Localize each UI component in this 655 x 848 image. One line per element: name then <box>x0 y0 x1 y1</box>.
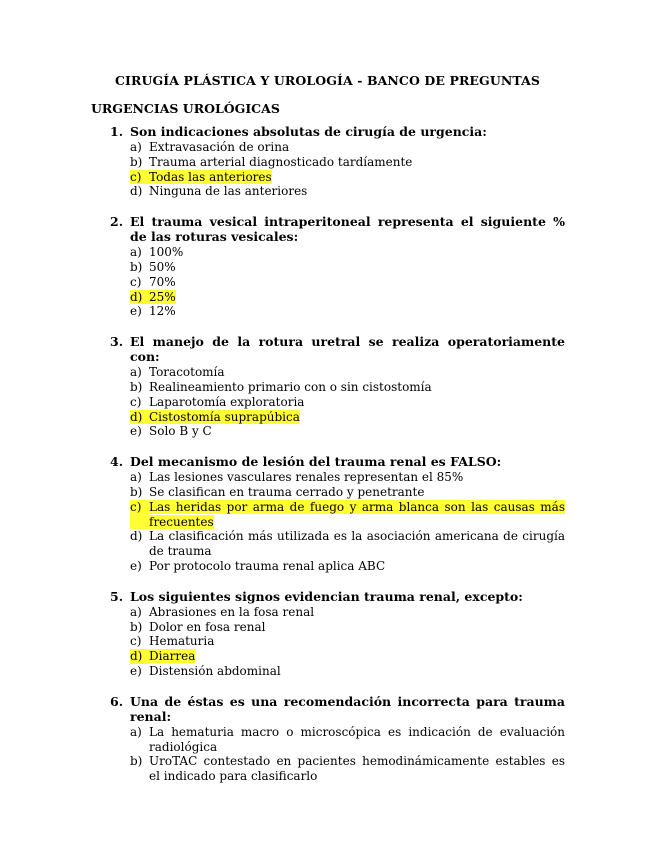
question-item <box>110 124 565 199</box>
answer-option <box>130 140 565 155</box>
option-text-content: La hematuria macro o microscópica es indicación de evaluación radiológica <box>149 724 565 754</box>
question-heading <box>110 334 565 364</box>
option-text <box>149 410 565 425</box>
answer-option <box>130 559 565 574</box>
option-text <box>149 290 565 305</box>
option-text-content: Las lesiones vasculares renales representan el 85% <box>149 470 464 485</box>
option-text <box>149 245 565 260</box>
option-text-content: Dolor en fosa renal <box>149 619 266 634</box>
answer-option <box>130 245 565 260</box>
option-list <box>130 365 565 439</box>
option-letter: a) <box>130 604 142 619</box>
answer-option-highlighted <box>130 500 565 530</box>
option-letter: d) <box>130 290 149 305</box>
option-text-content: Distensión abdominal <box>149 663 281 678</box>
option-letter: c) <box>130 394 142 409</box>
question-number: 1. <box>110 124 124 139</box>
answer-option <box>130 605 565 620</box>
question-item <box>110 214 565 319</box>
answer-option <box>130 155 565 170</box>
answer-option <box>130 380 565 395</box>
option-text-content: Hematuria <box>149 634 215 649</box>
question-item <box>110 589 565 679</box>
answer-option-highlighted <box>130 410 565 425</box>
option-text <box>149 260 565 275</box>
option-text <box>149 170 565 185</box>
answer-option <box>130 634 565 649</box>
document-title: CIRUGÍA PLÁSTICA Y UROLOGÍA - BANCO DE PREGUNTAS <box>114 73 541 88</box>
option-text-content: Realineamiento primario con o sin cistostomía <box>149 379 432 394</box>
answer-option <box>130 184 565 199</box>
answer-option-highlighted <box>130 290 565 305</box>
option-letter: e) <box>130 424 142 439</box>
section-heading: URGENCIAS UROLÓGICAS <box>91 101 280 116</box>
answer-option <box>130 620 565 635</box>
option-text-content: 25% <box>149 289 176 304</box>
option-letter: d) <box>130 529 143 544</box>
option-text-content: Se clasifican en trauma cerrado y penetrante <box>149 484 425 499</box>
question-number: 2. <box>110 214 124 230</box>
option-text <box>149 485 565 500</box>
option-text <box>149 365 565 380</box>
option-text-content: 70% <box>149 274 176 289</box>
option-letter: b) <box>130 379 143 394</box>
answer-option <box>130 424 565 439</box>
answer-option <box>130 529 565 559</box>
question-heading <box>110 454 565 469</box>
option-text <box>149 470 565 485</box>
option-letter: b) <box>130 619 143 634</box>
option-list <box>130 245 565 319</box>
option-text <box>149 395 565 410</box>
option-text-content: La clasificación más utilizada es la asociación americana de cirugía de trauma <box>149 529 565 559</box>
option-text-content: Extravasación de orina <box>149 140 290 154</box>
answer-option <box>130 725 565 755</box>
option-text <box>149 304 565 319</box>
option-text <box>149 500 565 530</box>
option-text <box>149 620 565 635</box>
option-text-content: Solo B y C <box>149 424 212 439</box>
option-letter: b) <box>130 259 143 274</box>
option-text-content: Todas las anteriores <box>149 169 272 184</box>
option-text-content: Trauma arterial diagnosticado tardíamente <box>149 154 413 169</box>
option-text <box>149 605 565 620</box>
question-text: El manejo de la rotura uretral se realiza operatoriamente con: <box>130 334 565 365</box>
question-item <box>110 694 565 784</box>
option-text-content: 50% <box>149 259 176 274</box>
option-text <box>149 649 565 664</box>
question-text: Una de éstas es una recomendación incorrecta para trauma renal: <box>130 693 565 724</box>
option-text-content: UroTAC contestado en pacientes hemodinámicamente estables es el indicado para clasificarlo <box>149 754 565 784</box>
option-letter: d) <box>130 184 143 199</box>
option-letter: b) <box>130 754 143 769</box>
option-letter: b) <box>130 484 143 499</box>
option-text <box>149 184 565 199</box>
option-text <box>149 155 565 170</box>
question-heading <box>110 214 565 244</box>
question-item <box>110 334 565 439</box>
answer-option-highlighted <box>130 649 565 664</box>
option-text <box>149 634 565 649</box>
question-number: 3. <box>110 334 124 350</box>
question-text: Los siguientes signos evidencian trauma renal, excepto: <box>130 588 523 604</box>
option-text-content: 12% <box>149 304 176 319</box>
answer-option <box>130 754 565 784</box>
answer-option <box>130 470 565 485</box>
option-letter: a) <box>130 140 142 154</box>
option-letter: c) <box>130 634 142 649</box>
answer-option <box>130 275 565 290</box>
question-item <box>110 454 565 574</box>
question-number: 4. <box>110 454 124 470</box>
option-text <box>149 559 565 574</box>
answer-option <box>130 304 565 319</box>
option-letter: a) <box>130 365 142 380</box>
option-list <box>130 605 565 679</box>
question-text: Son indicaciones absolutas de cirugía de urgencia: <box>130 124 487 139</box>
option-text-content: Diarrea <box>149 649 196 664</box>
option-letter: d) <box>130 410 149 425</box>
option-list <box>130 470 565 574</box>
question-heading <box>110 124 565 139</box>
option-letter: a) <box>130 245 142 260</box>
question-list <box>110 124 565 799</box>
option-text <box>149 140 565 155</box>
option-text <box>149 725 565 755</box>
question-number: 6. <box>110 693 124 709</box>
option-text <box>149 424 565 439</box>
option-letter: d) <box>130 649 149 664</box>
option-text-content: Cistostomía suprapúbica <box>149 409 300 424</box>
option-text <box>149 380 565 395</box>
answer-option-highlighted <box>130 170 565 185</box>
question-text: El trauma vesical intraperitoneal representa el siguiente % de las roturas vesicales: <box>130 214 565 245</box>
option-letter: e) <box>130 663 142 678</box>
option-letter: a) <box>130 470 142 485</box>
question-text: Del mecanismo de lesión del trauma renal es FALSO: <box>130 454 502 470</box>
option-letter: e) <box>130 558 142 573</box>
option-text <box>149 754 565 784</box>
answer-option <box>130 664 565 679</box>
option-letter: c) <box>130 500 149 530</box>
answer-option <box>130 485 565 500</box>
answer-option <box>130 260 565 275</box>
option-text-content: Abrasiones en la fosa renal <box>149 604 315 619</box>
option-text-content: Laparotomía exploratoria <box>149 394 305 409</box>
question-heading <box>110 694 565 724</box>
option-text-content: Por protocolo trauma renal aplica ABC <box>149 558 386 573</box>
option-letter: e) <box>130 304 142 319</box>
option-letter: b) <box>130 154 143 169</box>
option-letter: c) <box>130 170 149 185</box>
option-text-content: Toracotomía <box>149 365 225 380</box>
option-text <box>149 664 565 679</box>
option-text-content: Las heridas por arma de fuego y arma blanca son las causas más frecuentes <box>149 499 565 529</box>
answer-option <box>130 395 565 410</box>
option-list <box>130 140 565 199</box>
option-list <box>130 725 565 784</box>
option-text <box>149 529 565 559</box>
question-number: 5. <box>110 588 124 604</box>
option-letter: a) <box>130 724 142 739</box>
option-text-content: 100% <box>149 245 184 260</box>
option-text <box>149 275 565 290</box>
option-text-content: Ninguna de las anteriores <box>149 184 308 199</box>
question-heading <box>110 589 565 604</box>
option-letter: c) <box>130 274 142 289</box>
answer-option <box>130 365 565 380</box>
